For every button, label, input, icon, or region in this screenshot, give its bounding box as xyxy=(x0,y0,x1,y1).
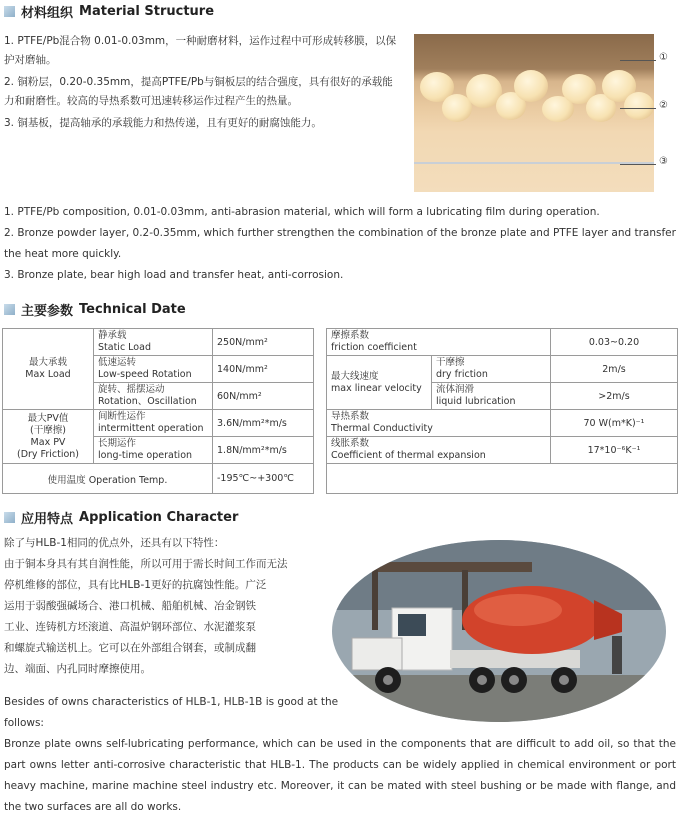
max-load-cell: 最大承载 Max Load xyxy=(3,329,94,410)
section-square-icon xyxy=(4,512,15,523)
technical-title-en: Technical Date xyxy=(79,302,186,317)
static-load-label: 静承载 Static Load xyxy=(94,329,213,356)
max-pv-cell: 最大PV值 (干摩擦) Max PV (Dry Friction) xyxy=(3,410,94,464)
application-cn-text: 除了与HLB-1相同的优点外，还具有以下特性： 由于铜本身具有其自润性能，所以可用于需长时间工作而无法 停机维修的部位，具有比HLB-1更好的抗腐蚀性能。广泛 运用于弱酸强碱场合、港口机械、船舶机械、冶金钢铁 工业、连铸机方坯滚道、高温炉钢环部位、水泥灌浆泵 和螺旋式输送机上。它可以在外部组合钢套，或制成翻 边、端面、内孔同时摩擦使用。 xyxy=(4,537,288,675)
material-cn-list xyxy=(4,32,400,133)
material-en-item-3: 3. Bronze plate, bear high load and transfer heat, anti-corrosion. xyxy=(4,269,344,281)
material-structure-title xyxy=(4,2,214,21)
material-title-cn: 材料组织 xyxy=(21,6,74,21)
long-time-label: 长期运作 long-time operation xyxy=(94,437,213,464)
low-speed-label: 低速运转 Low-speed Rotation xyxy=(94,356,213,383)
technical-date-title xyxy=(4,300,186,319)
dry-friction-label: 干摩擦 dry friction xyxy=(432,356,551,383)
material-en-list xyxy=(4,202,676,286)
intermittent-label: 间断性运作 intermittent operation xyxy=(94,410,213,437)
friction-value: 0.03~0.20 xyxy=(551,329,678,356)
dry-friction-value: 2m/s xyxy=(551,356,678,383)
rotation-value: 60N/mm² xyxy=(213,383,314,410)
mixer-truck-photo xyxy=(332,540,666,722)
application-en-lead: Besides of owns characteristics of HLB-1, HLB-1B is good at the follows: xyxy=(4,696,339,729)
marker-3: ③ xyxy=(659,156,668,167)
material-cn-item-2: 2. 铜粉层，0.20-0.35mm，提高PTFE/Pb与铜板层的结合强度，具有很好的承载能力和耐磨性。较高的导热系数可迅速转移运作过程产生的热量。 xyxy=(4,76,393,107)
max-speed-label: 最大线速度 max linear velocity xyxy=(327,356,432,410)
material-en-item-2: 2. Bronze powder layer, 0.2-0.35mm, which further strengthen the combination of the bronze plate and PTFE layer and transfer the heat more quickly. xyxy=(4,227,676,260)
low-speed-value: 140N/mm² xyxy=(213,356,314,383)
marker-2: ② xyxy=(659,100,668,111)
application-title-en: Application Character xyxy=(79,510,239,525)
friction-label: 摩擦系数 friction coefficient xyxy=(327,329,551,356)
intermittent-value: 3.6N/mm²*m/s xyxy=(213,410,314,437)
static-load-value: 250N/mm² xyxy=(213,329,314,356)
material-cn-item-1: 1. PTFE/Pb混合物 0.01-0.03mm，一种耐磨材料，运作过程中可形成转移膜，以保护对磨轴。 xyxy=(4,35,397,66)
operation-temp-value: -195℃~+300℃ xyxy=(213,464,314,494)
material-en-item-1: 1. PTFE/Pb composition, 0.01-0.03mm, anti-abrasion material, which will form a lubricating film during operation. xyxy=(4,206,600,218)
section-square-icon xyxy=(4,6,15,17)
technical-table xyxy=(2,328,678,494)
thermal-expansion-label: 线胀系数 Coefficient of thermal expansion xyxy=(327,437,551,464)
thermal-conductivity-value: 70 W(m*K)⁻¹ xyxy=(551,410,678,437)
rotation-label: 旋转、摇摆运动 Rotation、Oscillation xyxy=(94,383,213,410)
material-title-en: Material Structure xyxy=(79,4,215,19)
thermal-conductivity-label: 导热系数 Thermal Conductivity xyxy=(327,410,551,437)
long-time-value: 1.8N/mm²*m/s xyxy=(213,437,314,464)
operation-temp-label: 使用温度 Operation Temp. xyxy=(3,464,213,494)
technical-title-cn: 主要参数 xyxy=(21,304,74,319)
thermal-expansion-value: 17*10⁻⁶K⁻¹ xyxy=(551,437,678,464)
liquid-lubrication-value: >2m/s xyxy=(551,383,678,410)
application-title-cn: 应用特点 xyxy=(21,512,74,527)
application-character-title xyxy=(4,508,238,527)
marker-1: ① xyxy=(659,52,668,63)
application-en-body: Bronze plate owns self-lubricating performance, which can be used in the components that are difficult to add oil, so that the part owns letter anti-corrosive characteristic that HLB-1. The products can be widely applied in chemical environment or port heavy machine, marine machine steel industry etc. Moreover, it can be mated with steel bushing or be made with flange, and the two surfaces are all do works. xyxy=(4,738,676,813)
material-cn-item-3: 3. 铜基板，提高轴承的承载能力和热传递，且有更好的耐腐蚀能力。 xyxy=(4,117,322,129)
section-square-icon xyxy=(4,304,15,315)
material-micrograph xyxy=(414,34,654,192)
liquid-lubrication-label: 流体润滑 liquid lubrication xyxy=(432,383,551,410)
